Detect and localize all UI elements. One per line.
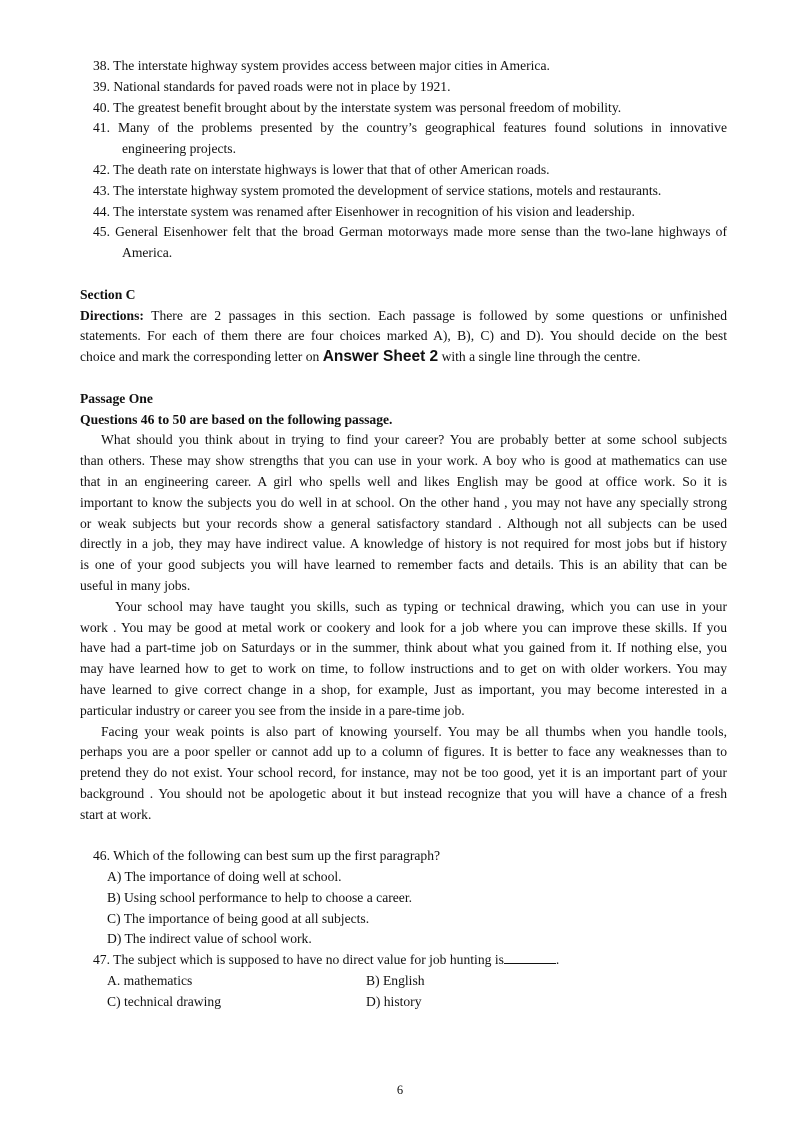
- answer-blank: [504, 951, 556, 964]
- question-47-option-a: A. mathematics: [107, 973, 193, 989]
- statement-42: 42. The death rate on interstate highways is lower that that of other American roads.: [93, 161, 550, 177]
- passage-line: Your school may have taught you skills, such as typing or technical drawing, which you can use in your: [115, 598, 727, 614]
- question-46-option-a: A) The importance of doing well at school.: [107, 869, 342, 885]
- question-46-stem: 46. Which of the following can best sum up the first paragraph?: [93, 848, 441, 864]
- question-46-option-d: D) The indirect value of school work.: [107, 931, 312, 947]
- question-47-options-row-2: [80, 992, 727, 1013]
- exam-page: [80, 56, 727, 1013]
- passage-line: background . You should not be apologetic about it but instead recognize that you will have a chance of a fresh: [80, 785, 727, 801]
- section-c-heading: Section C: [80, 286, 136, 302]
- passage-line: or weak subjects but your records show a general satisfactory standard . Although not all subjects can be used: [80, 515, 727, 531]
- answer-sheet-label: Answer Sheet 2: [322, 348, 439, 366]
- directions-line-2: statements. For each of them there are four choices marked A), B), C) and D). You should decide on the best: [80, 328, 727, 344]
- page-number: 6: [396, 1083, 404, 1097]
- passage-line: than others. These may show strengths that you can use in your work. A boy who is good at mathematics can use: [80, 453, 727, 469]
- passage-line: particular industry or career you see from the inside in a pare-time job.: [80, 702, 465, 718]
- passage-line: perhaps you are a poor speller or cannot add up to a column of figures. It is better to face any weaknesses than to: [80, 744, 727, 760]
- passage-line: Facing your weak points is also part of knowing yourself. You may be all thumbs when you handle tools,: [101, 723, 727, 739]
- passage-line: work . You may be good at metal work or cookery and look for a job where you can improve these skills. If you: [80, 619, 727, 635]
- passage-line: that in an engineering career. A girl who spells well and likes English may be good at office work. So it is: [80, 473, 727, 489]
- passage-line: useful in many jobs.: [80, 577, 191, 593]
- passage-title: Passage One: [80, 390, 153, 406]
- question-46-option-c: C) The importance of being good at all subjects.: [107, 910, 370, 926]
- question-47-option-c: C) technical drawing: [107, 993, 221, 1009]
- statement-41-cont: engineering projects.: [122, 141, 236, 157]
- passage-line: may have learned how to get to work on time, to follow instructions and to get on with older workers. You may: [80, 661, 727, 677]
- statement-38: 38. The interstate highway system provides access between major cities in America.: [93, 58, 550, 73]
- passage-line: is one of your good subjects you will have learned to remember facts and details. This is an ability that can be: [80, 557, 727, 573]
- passage-line: have learned to give correct change in a shop, for example, Just as important, you may become interested in a: [80, 681, 727, 697]
- directions-label: Directions:: [80, 307, 144, 323]
- section-b-items: [80, 56, 727, 264]
- statement-43: 43. The interstate highway system promoted the development of service stations, motels and restaurants.: [93, 182, 662, 198]
- passage-line: start at work.: [80, 806, 152, 822]
- question-46-option-b: B) Using school performance to help to choose a career.: [107, 889, 412, 905]
- directions-line-3: choice and mark the corresponding letter on Answer Sheet 2 with a single line through the centre.: [80, 348, 641, 366]
- passage-line: directly in a job, they may have indirect value. A knowledge of history is not required for most jobs but if history: [80, 536, 727, 552]
- question-47-options-row-1: [80, 971, 727, 992]
- question-47-option-b: B) English: [366, 973, 425, 989]
- directions-line-1: Directions: There are 2 passages in this section. Each passage is followed by some questions or unfinished: [80, 307, 727, 323]
- statement-40: 40. The greatest benefit brought about by the interstate system was personal freedom of mobility.: [93, 99, 622, 115]
- passage-body: [80, 430, 727, 825]
- question-47-option-d: D) history: [366, 993, 422, 1009]
- passage-line: What should you think about in trying to find your career? You are probably better at some school subjects: [101, 432, 727, 448]
- statement-39: 39. National standards for paved roads were not in place by 1921.: [93, 78, 451, 94]
- passage-line: pretend they do not exist. Your school record, for instance, may not be too good, yet it is an important part of your: [80, 765, 727, 781]
- statement-45-cont: America.: [122, 245, 173, 261]
- passage-line: have had a part-time job on Saturdays or in the summer, think about what you gained from it. If nothing else, you: [80, 640, 727, 656]
- passage-subtitle: Questions 46 to 50 are based on the following passage.: [80, 411, 393, 427]
- statement-45: 45. General Eisenhower felt that the broad German motorways made more sense than the two-lane highways of: [93, 224, 727, 240]
- passage-line: important to know the subjects you do well in at school. On the other hand , you may not have any specially strong: [80, 494, 727, 510]
- statement-44: 44. The interstate system was renamed after Eisenhower in recognition of his vision and leadership.: [93, 203, 635, 219]
- question-47-stem: 47. The subject which is supposed to have no direct value for job hunting is .: [93, 952, 560, 968]
- statement-41: 41. Many of the problems presented by the country’s geographical features found solutions in innovative: [93, 120, 727, 136]
